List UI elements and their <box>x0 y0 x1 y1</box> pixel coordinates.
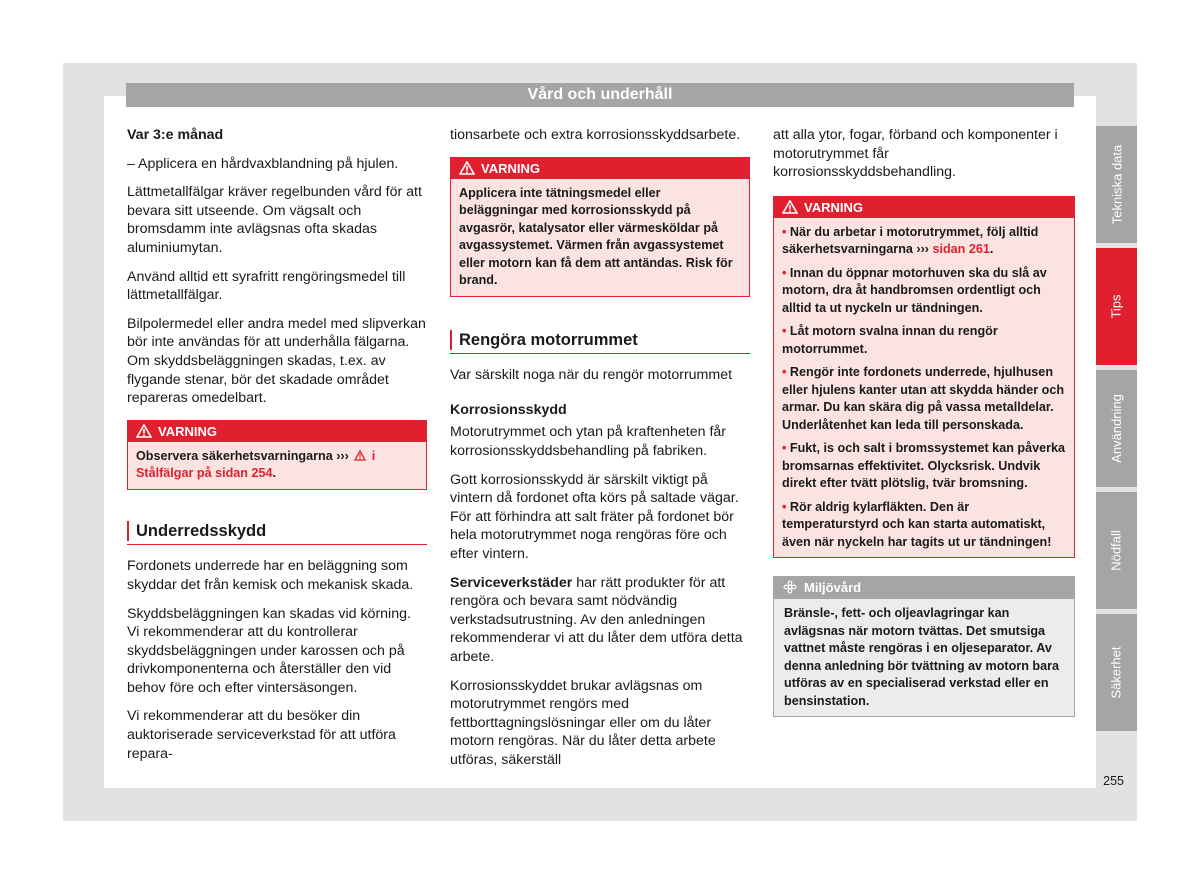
warning-header <box>774 197 1074 218</box>
subheading-every-3-months: Var 3:e månad <box>127 127 224 143</box>
tab-safety[interactable] <box>1096 614 1137 731</box>
paragraph: Använd alltid ett syrafritt rengöringsmedel till lättmetallfälgar. <box>127 268 406 304</box>
warning-box-exhaust <box>450 157 750 297</box>
warning-label: VARNING <box>804 199 863 215</box>
tab-label: Nödfall <box>1109 530 1124 571</box>
warning-box-engine <box>773 196 1075 559</box>
warning-triangle-icon <box>459 161 475 175</box>
paragraph: Vi rekommenderar att du besöker din auktoriserade serviceverkstad för att utföra repara- <box>127 708 396 762</box>
paragraph: Fordonets underrede har en beläggning som skyddar det från kemisk och mekanisk skada. <box>127 558 414 593</box>
subheading-corrosion-protection: Korrosionsskydd <box>450 401 567 418</box>
environment-text: Bränsle-, fett- och oljeavlagringar kan avlägsnas när motorn tvättas. Det smutsiga vattnet måste rengöras i en oljeseparator. Av denna anledning bör tvättning av motorn bara utföras av en specialiserad verkstad eller en bensinstation. <box>784 606 1059 708</box>
flower-icon <box>782 580 798 594</box>
paragraph: Korrosionsskyddet brukar avlägsnas om motorutrymmet rengörs med fettborttagningslösningar eller om du låter motorn rengöras. När du låter detta arbete utföras, säkerställ <box>450 677 716 768</box>
paragraph: Lättmetallfälgar kräver regelbunden vård för att bevara sitt utseende. Om vägsalt och bromsdamm inte avlägsnas ofta skadas aluminiumytan. <box>127 184 422 256</box>
paragraph: Gott korrosionsskydd är särskilt viktigt på vintern då fordonet ofta körs på saltade vägar. För att förhindra att salt fräter på fordonet bör hela motorutrymmet noga rengöras före och efter vintern. <box>450 471 739 562</box>
section-heading-underbody: Underredsskydd <box>127 518 427 546</box>
paragraph: Var särskilt noga när du rengör motorrummet <box>450 367 733 384</box>
warning-label: VARNING <box>158 423 217 439</box>
tab-label: Tekniska data <box>1109 144 1124 225</box>
paragraph: tionsarbete och extra korrosionsskyddsarbete. <box>450 127 741 143</box>
environment-header <box>774 577 1074 599</box>
tab-label: Säkerhet <box>1109 646 1125 699</box>
column-1 <box>127 126 427 773</box>
column-2 <box>450 126 750 779</box>
warning-triangle-icon <box>354 450 366 461</box>
warning-body <box>128 442 426 489</box>
paragraph-rest: har rätt produkter för att rengöra och bevara samt nödvändig verkstadsutrustning. Av den anledningen rekommenderar vi att du låter dem utföra detta arbete. <box>450 574 743 665</box>
section-heading-engine-compartment: Rengöra motorrummet <box>450 327 750 355</box>
bold-term: Serviceverkstäder <box>450 574 573 591</box>
warning-text: Observera säkerhetsvarningarna ››› <box>136 448 353 463</box>
paragraph: Skyddsbeläggningen kan skadas vid körning. Vi rekommenderar att du kontrollerar skyddsbeläggningen under karossen och på drivkomponenterna och återställer den vid behov före och efter vintersäsongen. <box>127 605 411 696</box>
tab-tips[interactable] <box>1096 248 1137 365</box>
tab-technical-data[interactable] <box>1096 126 1137 243</box>
warning-header <box>451 158 749 179</box>
warning-list-item: • Låt motorn svalna innan du rengör motorrummet. <box>782 324 998 356</box>
paragraph <box>450 574 750 667</box>
warning-item-text: Innan du öppnar motorhuven ska du slå av motorn, dra åt handbromsen ordentligt och alltid ta ut nyckeln ur tändningen. <box>782 265 1047 315</box>
warning-item-text: Rör aldrig kylarfläkten. Den är temperaturstyrd och kan starta automatiskt, även när nyckeln har tagits ut ur tändningen! <box>782 499 1052 549</box>
paragraph: – Applicera en hårdvaxblandning på hjulen. <box>127 155 399 172</box>
warning-list-item: • Rengör inte fordonets underrede, hjulhusen eller hjulens kanter utan att skydda händer och armar. Du kan skära dig på vassa metalldelar. Underlåtenhet kan leda till personskada. <box>782 365 1065 432</box>
warning-body <box>451 179 749 296</box>
paragraph: Motorutrymmet och ytan på kraftenheten får korrosionsskyddsbehandling på fabriken. <box>450 424 726 459</box>
tab-label: Användning <box>1109 394 1125 463</box>
warning-text-end: . <box>272 466 276 481</box>
warning-list-item: • När du arbetar i motorutrymmet, följ alltid säkerhetsvarningarna ››› sidan 261. <box>782 224 1039 257</box>
warning-item-text: Låt motorn svalna innan du rengör motorrummet. <box>782 324 998 356</box>
warning-list-item: • Fukt, is och salt i bromssystemet kan påverka bromsarnas effektivitet. Olycksrisk. Undvik direkt efter tvätt plötslig, tvär bromsning. <box>782 441 1065 491</box>
cross-reference-link[interactable]: i Stålfälgar på sidan 254 <box>136 448 376 481</box>
warning-box-wheels <box>127 420 427 490</box>
tab-emergency[interactable] <box>1096 492 1137 609</box>
warning-header <box>128 421 426 442</box>
tab-usage[interactable] <box>1096 370 1137 487</box>
page-number: 255 <box>1103 774 1124 788</box>
environment-label: Miljövård <box>804 580 862 596</box>
warning-body <box>774 218 1074 558</box>
paragraph: Bilpolermedel eller andra medel med slipverkan bör inte användas för att underhålla fälgarna. Om skyddsbeläggningen skadas, t.ex. av flygande stenar, bör det skadade området repareras omedelbart. <box>127 315 426 407</box>
warning-item-text: Rengör inte fordonets underrede, hjulhusen eller hjulens kanter utan att skydda händer och armar. Du kan skära dig på vassa metalldelar. Underlåtenhet kan leda till personskada. <box>782 365 1065 432</box>
warning-item-text: Fukt, is och salt i bromssystemet kan påverka bromsarnas effektivitet. Olycksrisk. Undvik direkt efter tvätt plötslig, tvär bromsning. <box>782 441 1065 491</box>
warning-item-end: . <box>989 242 994 257</box>
warning-list-item: • Rör aldrig kylarfläkten. Den är temperaturstyrd och kan starta automatiskt, även när nyckeln har tagits ut ur tändningen! <box>782 499 1052 549</box>
paragraph: att alla ytor, fogar, förband och komponenter i motorutrymmet får korrosionsskyddsbehandling. <box>773 127 1058 181</box>
environment-box <box>773 576 1075 717</box>
warning-triangle-icon <box>782 200 798 214</box>
cross-reference-link[interactable]: sidan 261 <box>932 242 990 257</box>
warning-item-text: När du arbetar i motorutrymmet, följ alltid säkerhetsvarningarna ››› <box>782 224 1039 257</box>
column-3 <box>773 126 1075 717</box>
page-header: Vård och underhåll <box>126 83 1074 107</box>
warning-label: VARNING <box>481 160 540 176</box>
warning-triangle-icon <box>136 424 152 438</box>
tab-label: Tips <box>1108 294 1124 319</box>
warning-text: Applicera inte tätningsmedel eller beläggningar med korrosionsskydd på avgasrör, katalysator eller värmesköldar på avgassystemet. Värmen från avgassystemet eller motorn kan få dem att antändas. Risk för brand. <box>459 185 733 288</box>
warning-list-item: • Innan du öppnar motorhuven ska du slå av motorn, dra åt handbromsen ordentligt och alltid ta ut nyckeln ur tändningen. <box>782 265 1047 315</box>
